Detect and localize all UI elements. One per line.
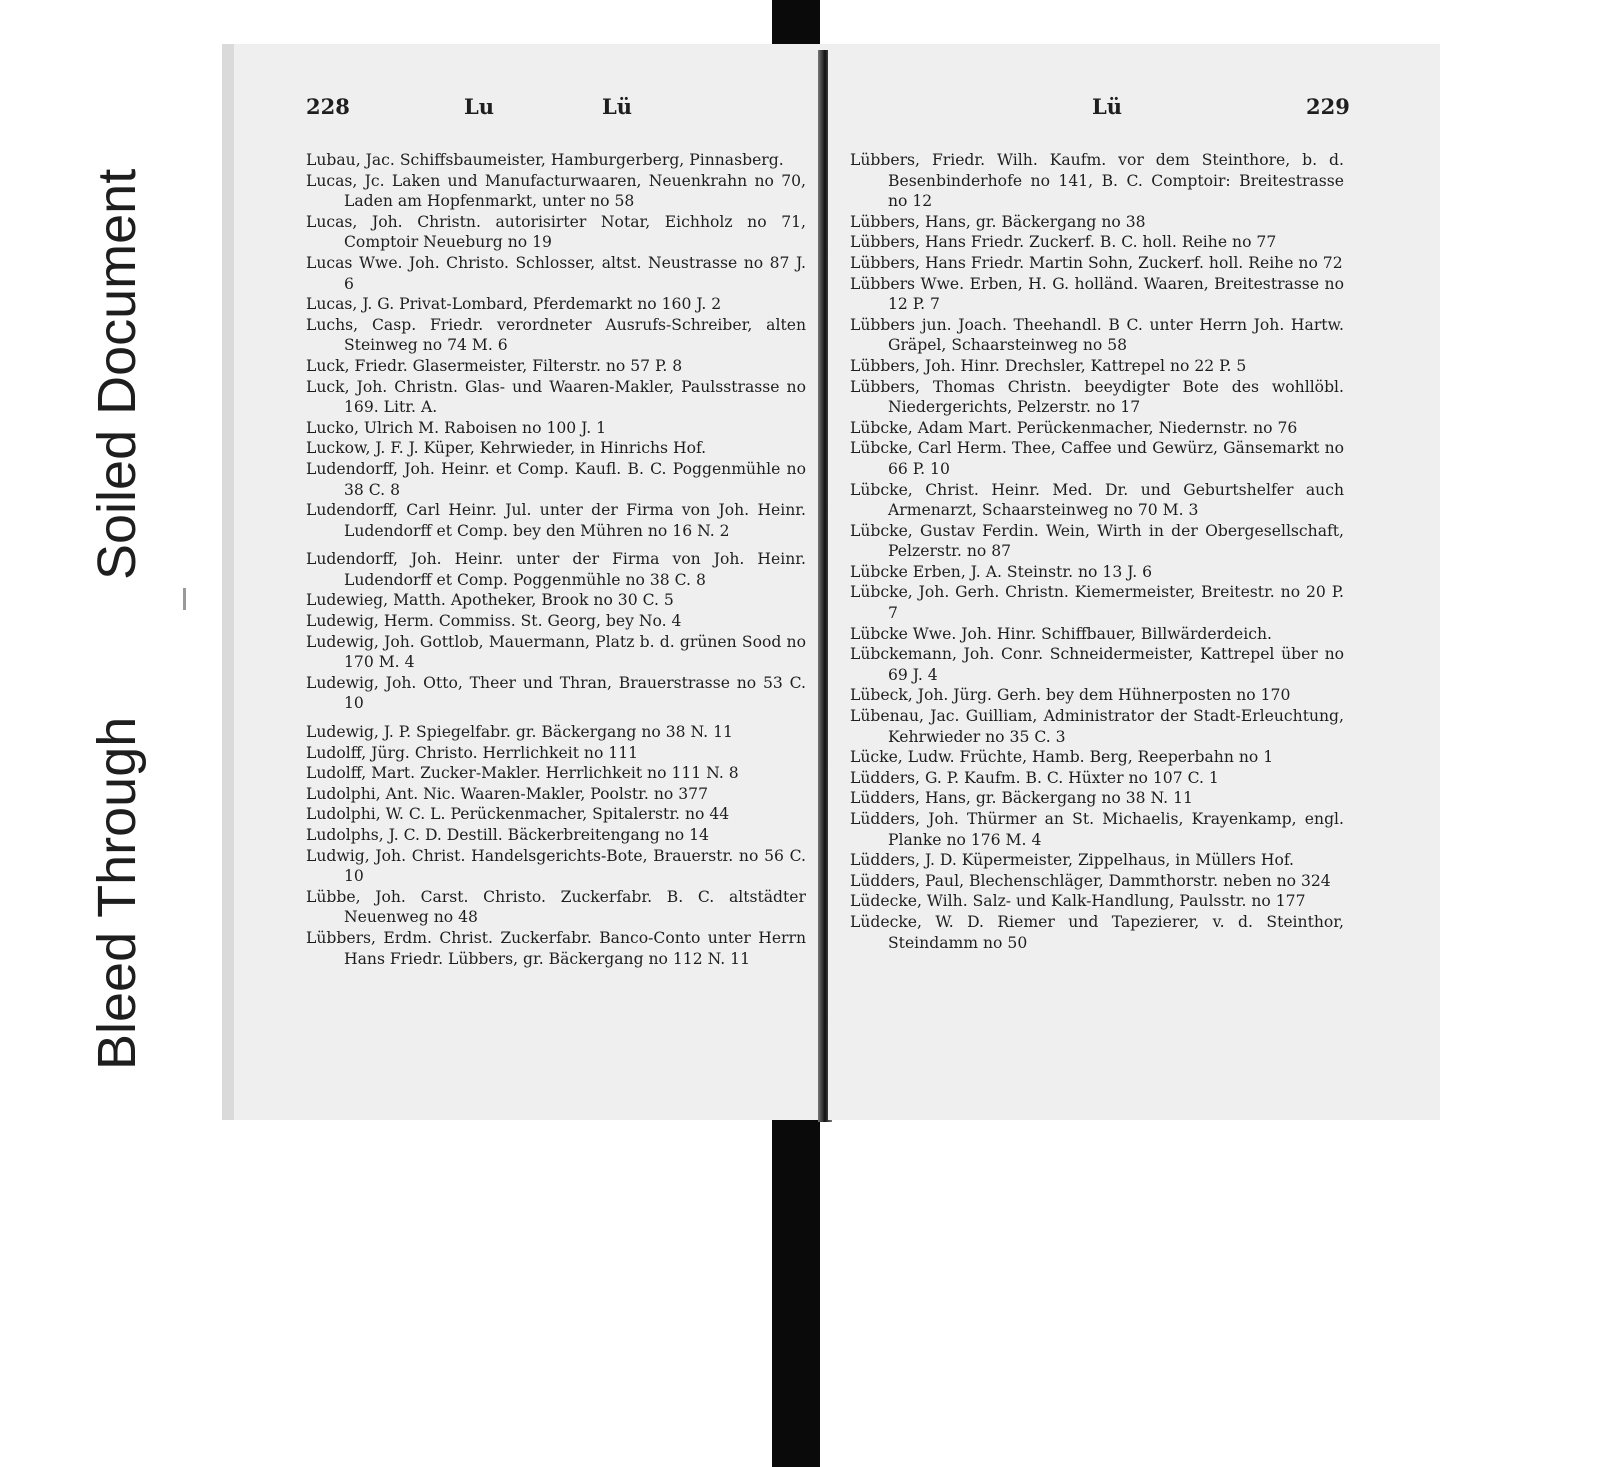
directory-entry: Ludolff, Mart. Zucker-Makler. Herrlichkeit no 111 N. 8 [306, 764, 739, 783]
directory-entry: Lubau, Jac. Schiffsbaumeister, Hamburgerberg, Pinnasberg. [306, 151, 784, 169]
directory-entry: Lucas, J. G. Privat-Lombard, Pferdemarkt no 160 J. 2 [306, 295, 722, 314]
running-head-lu: Lu [464, 94, 495, 119]
directory-entry: Lucas Wwe. Joh. Christo. Schlosser, altst. Neustrasse no 87 J. 6 [306, 253, 806, 293]
directory-entry: Lübbers Wwe. Erben, H. G. holländ. Waaren, Breitestrasse no 12 P. 7 [850, 274, 1344, 314]
directory-entry: Ludewig, Joh. Otto, Theer und Thran, Brauerstrasse no 53 C. 10 [306, 673, 806, 713]
directory-entry: Ludolphi, W. C. L. Perückenmacher, Spitalerstr. no 44 [306, 805, 730, 824]
directory-entry: Lüdders, G. P. Kaufm. B. C. Hüxter no 107 C. 1 [850, 768, 1219, 787]
directory-entry: Lübcke, Adam Mart. Perückenmacher, Niedernstr. no 76 [850, 418, 1298, 437]
directory-entry: Lübcke, Christ. Heinr. Med. Dr. und Geburtshelfer auch Armenarzt, Schaarsteinweg no 70 M. 3 [850, 480, 1344, 520]
running-head-lue: Lü [602, 94, 633, 119]
directory-entry: Lüdecke, Wilh. Salz- und Kalk-Handlung, Paulsstr. no 177 [850, 892, 1306, 911]
left-page [222, 44, 838, 1120]
directory-entry: Ludewieg, Matth. Apotheker, Brook no 30 C. 5 [306, 591, 674, 610]
directory-entry: Ludewig, Herm. Commiss. St. Georg, bey No. 4 [306, 612, 682, 631]
directory-entry: Lübbers, Thomas Christn. beeydigter Bote des wohllöbl. Niedergerichts, Pelzerstr. no 17 [850, 377, 1344, 417]
directory-entry: Lucas, Joh. Christn. autorisirter Notar, Eichholz no 71, Comptoir Neueburg no 19 [306, 212, 806, 252]
directory-entry: Lübckemann, Joh. Conr. Schneidermeister, Kattrepel über no 69 J. 4 [850, 645, 1344, 684]
directory-entry: Lücke, Ludw. Früchte, Hamb. Berg, Reeperbahn no 1 [850, 748, 1274, 767]
watermark-labels [86, 60, 150, 1070]
directory-entry: Ludewig, J. P. Spiegelfabr. gr. Bäckergang no 38 N. 11 [306, 723, 733, 742]
directory-entry: Lüdders, J. D. Küpermeister, Zippelhaus, in Müllers Hof. [850, 851, 1295, 870]
right-entry-list [850, 150, 1344, 953]
page-number-left: 228 [306, 94, 350, 119]
left-entry-list [306, 150, 806, 969]
directory-entry: Ludewig, Joh. Gottlob, Mauermann, Platz b. d. grünen Sood no 170 M. 4 [306, 632, 806, 672]
directory-entry: Lübbers, Erdm. Christ. Zuckerfabr. Banco-Conto unter Herrn Hans Friedr. Lübbers, gr. Bäckergang no 112 N. 11 [306, 928, 806, 968]
binding-strap-bottom [772, 1118, 820, 1467]
directory-entry: Lüdders, Joh. Thürmer an St. Michaelis, Krayenkamp, engl. Planke no 176 M. 4 [850, 810, 1344, 849]
directory-entry: Ludwig, Joh. Christ. Handelsgerichts-Bote, Brauerstr. no 56 C. 10 [306, 846, 806, 886]
right-page-header [828, 94, 1440, 134]
directory-entry: Lüdders, Paul, Blechenschläger, Dammthorstr. neben no 324 [850, 871, 1331, 890]
directory-entry: Lübcke Erben, J. A. Steinstr. no 13 J. 6 [850, 562, 1153, 581]
directory-entry: Lübbers, Friedr. Wilh. Kaufm. vor dem Steinthore, b. d. Besenbinderhofe no 141, B. C. Comptoir: Breitestrasse no 12 [850, 151, 1344, 211]
directory-entry: Luck, Joh. Christn. Glas- und Waaren-Makler, Paulsstrasse no 169. Litr. A. [306, 377, 806, 417]
directory-entry: Ludendorff, Joh. Heinr. et Comp. Kaufl. B. C. Poggenmühle no 38 C. 8 [306, 459, 806, 499]
directory-entry: Lübeck, Joh. Jürg. Gerh. bey dem Hühnerposten no 170 [850, 686, 1291, 705]
directory-entry: Ludendorff, Joh. Heinr. unter der Firma von Joh. Heinr. Ludendorff et Comp. Poggenmühle no 38 C. 8 [306, 550, 806, 589]
directory-entry: Lucas, Jc. Laken und Manufacturwaaren, Neuenkrahn no 70, Laden am Hopfenmarkt, unter no 58 [306, 171, 806, 211]
right-page [828, 44, 1440, 1120]
directory-entry: Luchs, Casp. Friedr. verordneter Ausrufs-Schreiber, alten Steinweg no 74 M. 6 [306, 315, 806, 355]
directory-entry: Lübcke, Joh. Gerh. Christn. Kiemermeister, Breitestr. no 20 P. 7 [850, 583, 1344, 623]
directory-entry: Lübcke, Gustav Ferdin. Wein, Wirth in der Obergesellschaft, Pelzerstr. no 87 [850, 521, 1344, 561]
directory-entry: Luckow, J. F. J. Küper, Kehrwieder, in Hinrichs Hof. [306, 439, 707, 458]
directory-entry: Lübbers, Hans, gr. Bäckergang no 38 [850, 212, 1146, 231]
directory-entry: Luck, Friedr. Glasermeister, Filterstr. no 57 P. 8 [306, 356, 683, 375]
directory-entry: Ludolphs, J. C. D. Destill. Bäckerbreitengang no 14 [306, 826, 709, 844]
left-page-header [234, 94, 838, 134]
directory-entry: Lucko, Ulrich M. Raboisen no 100 J. 1 [306, 418, 607, 437]
directory-entry: Lüdecke, W. D. Riemer und Tapezierer, v. d. Steinthor, Steindamm no 50 [850, 912, 1344, 952]
directory-entry: Lübcke Wwe. Joh. Hinr. Schiffbauer, Billwärderdeich. [850, 624, 1272, 643]
directory-entry: Ludendorff, Carl Heinr. Jul. unter der Firma von Joh. Heinr. Ludendorff et Comp. bey den Mühren no 16 N. 2 [306, 501, 806, 540]
directory-entry: Lübbers, Hans Friedr. Martin Sohn, Zuckerf. holl. Reihe no 72 [850, 253, 1343, 272]
directory-entry: Ludolphi, Ant. Nic. Waaren-Makler, Poolstr. no 377 [306, 784, 708, 803]
page-tab-mark [183, 588, 186, 610]
label-bleed-through: Bleed Through [87, 716, 147, 1070]
page-number-right: 229 [1306, 94, 1350, 119]
directory-entry: Lübbe, Joh. Carst. Christo. Zuckerfabr. B. C. altstädter Neuenweg no 48 [306, 887, 806, 927]
directory-entry: Lübcke, Carl Herm. Thee, Caffee und Gewürz, Gänsemarkt no 66 P. 10 [850, 439, 1344, 478]
directory-entry: Lübbers, Joh. Hinr. Drechsler, Kattrepel no 22 P. 5 [850, 356, 1247, 375]
running-head-lue-right: Lü [1092, 94, 1123, 119]
label-soiled-document: Soiled Document [87, 168, 147, 580]
directory-entry: Lüdders, Hans, gr. Bäckergang no 38 N. 11 [850, 789, 1193, 808]
directory-entry: Lübbers, Hans Friedr. Zuckerf. B. C. holl. Reihe no 77 [850, 233, 1277, 252]
directory-entry: Lübenau, Jac. Guilliam, Administrator der Stadt-Erleuchtung, Kehrwieder no 35 C. 3 [850, 707, 1344, 746]
directory-entry: Ludolff, Jürg. Christo. Herrlichkeit no 111 [306, 743, 639, 762]
directory-entry: Lübbers jun. Joach. Theehandl. B C. unter Herrn Joh. Hartw. Gräpel, Schaarsteinweg no 58 [850, 315, 1344, 355]
